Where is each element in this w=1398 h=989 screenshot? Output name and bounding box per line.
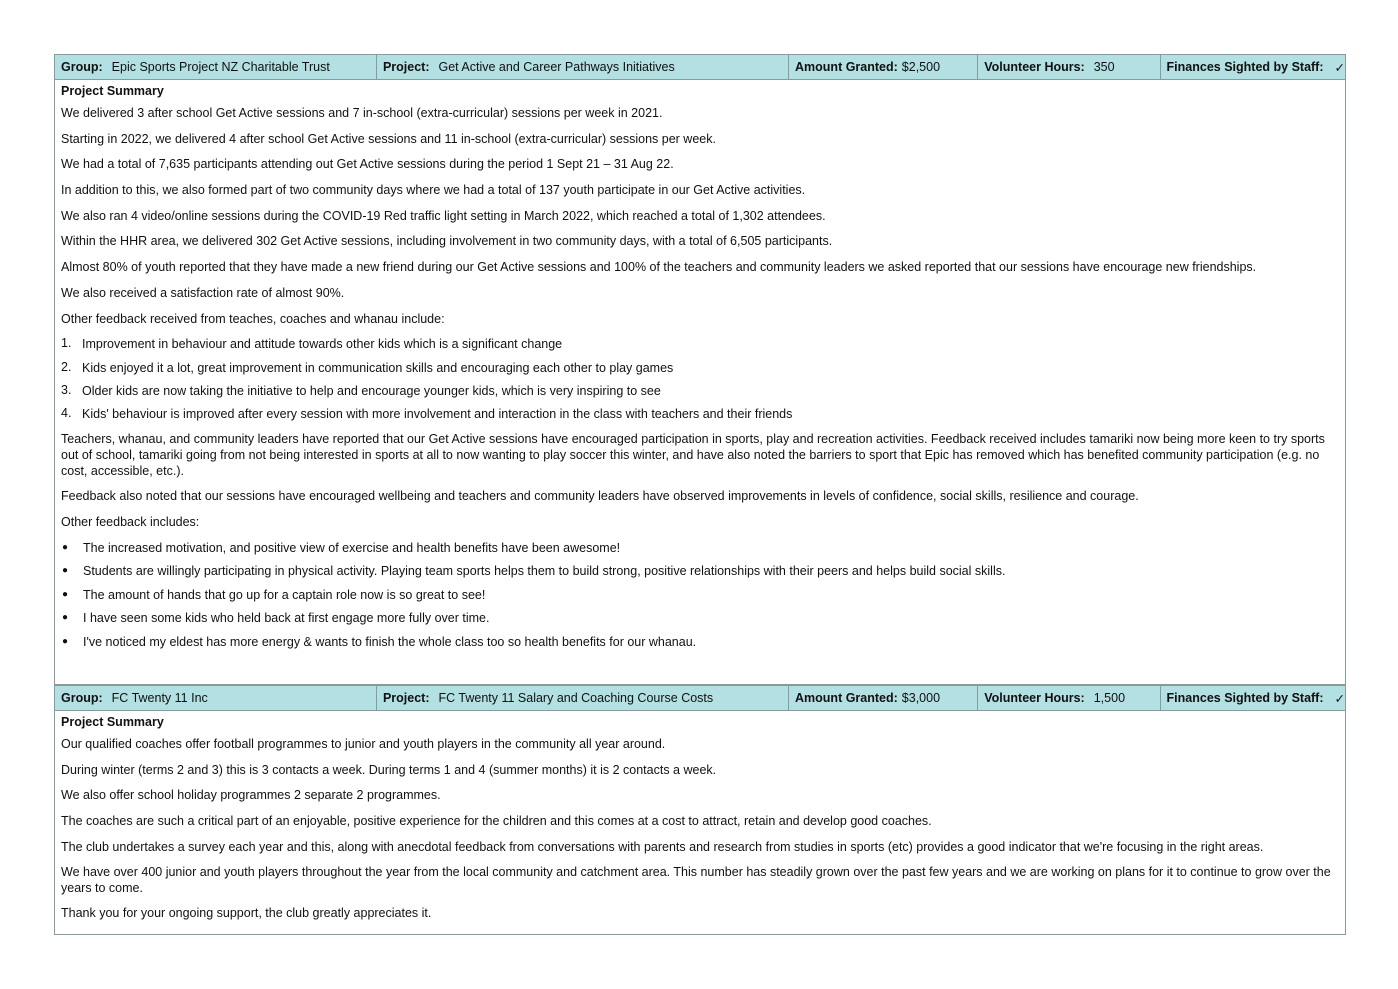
list-item-text: Kids enjoyed it a lot, great improvement in communication skills and encouraging each other to play games	[82, 360, 674, 375]
summary-paragraph: We had a total of 7,635 participants attending out Get Active sessions during the period 1 Sept 21 – 31 Aug 22.	[61, 157, 674, 172]
bullet-icon: ●	[62, 565, 69, 577]
summary-body	[55, 80, 1345, 657]
numbered-item	[61, 336, 1339, 359]
amount-value: $2,500	[901, 60, 941, 74]
project-value: Get Active and Career Pathways Initiatives	[438, 60, 675, 74]
bullet-icon: ●	[62, 588, 69, 600]
summary-paragraph: Within the HHR area, we delivered 302 Get Active sessions, including involvement in two community days, with a total of 6,505 participants.	[61, 234, 833, 249]
summary-paragraph: We also ran 4 video/online sessions during the COVID-19 Red traffic light setting in March 2022, which reached a total of 1,302 attendees.	[61, 208, 826, 223]
list-item-text: Kids' behaviour is improved after every session with more involvement and interaction in the class with teachers and their friends	[82, 407, 793, 422]
list-number: 3.	[61, 382, 72, 397]
summary-title: Project Summary	[61, 84, 164, 98]
volunteer-label: Volunteer Hours:	[984, 60, 1085, 74]
amount-cell	[789, 686, 978, 710]
summary-paragraph: Our qualified coaches offer football programmes to junior and youth players in the community all year around.	[61, 737, 666, 751]
bullet-icon: ●	[62, 635, 69, 647]
finances-cell	[1161, 686, 1345, 710]
record-header	[55, 685, 1345, 711]
list-number: 4.	[61, 406, 72, 421]
group-label: Group:	[61, 60, 103, 74]
group-value: FC Twenty 11 Inc	[111, 691, 208, 705]
bullet-icon: ●	[62, 541, 69, 553]
bullet-item	[61, 610, 1339, 634]
list-item-text: I've noticed my eldest has more energy & wants to finish the whole class too so health benefits for our whanau.	[83, 634, 697, 649]
amount-cell	[789, 55, 978, 79]
summary-body	[55, 711, 1345, 931]
volunteer-value: 1,500	[1093, 691, 1126, 705]
summary-paragraph: The club undertakes a survey each year and this, along with anecdotal feedback from conversations with parents and research from studies in sports (etc) provides a good indicator that we're focusing in the right areas.	[61, 839, 1264, 854]
project-record	[54, 685, 1346, 935]
project-cell	[377, 55, 789, 79]
finances-label: Finances Sighted by Staff:	[1166, 691, 1324, 705]
summary-paragraph: We also offer school holiday programmes 2 separate 2 programmes.	[61, 788, 441, 803]
list-item-text: I have seen some kids who held back at first engage more fully over time.	[83, 611, 490, 626]
list-item-text: Students are willingly participating in physical activity. Playing team sports helps them to build strong, positive relationships with their peers and helps build social skills.	[83, 564, 1006, 579]
summary-paragraph: During winter (terms 2 and 3) this is 3 contacts a week. During terms 1 and 4 (summer months) it is 2 contacts a week.	[61, 762, 717, 777]
volunteer-value: 350	[1093, 60, 1115, 74]
project-label: Project:	[382, 691, 430, 705]
summary-paragraph: In addition to this, we also formed part of two community days where we had a total of 137 youth participate in our Get Active activities.	[61, 183, 806, 198]
summary-title: Project Summary	[61, 715, 164, 729]
summary-paragraph: Other feedback includes:	[61, 515, 200, 530]
numbered-item	[61, 383, 1339, 406]
list-item-text: The increased motivation, and positive view of exercise and health benefits have been awesome!	[83, 540, 621, 555]
summary-paragraph: Almost 80% of youth reported that they have made a new friend during our Get Active sessions and 100% of the teachers and community leaders we asked reported that our sessions have encourage new friendships.	[61, 260, 1257, 275]
finances-cell	[1161, 55, 1345, 79]
project-cell	[377, 686, 789, 710]
summary-paragraph: We have over 400 junior and youth players throughout the year from the local community and catchment area. This number has steadily grown over the past few years and we are working on plans for it to continue to grow over the years to come.	[61, 865, 1331, 896]
amount-value: $3,000	[901, 691, 941, 705]
summary-paragraph: Thank you for your ongoing support, the club greatly appreciates it.	[61, 906, 432, 921]
summary-paragraph: Starting in 2022, we delivered 4 after school Get Active sessions and 11 in-school (extra-curricular) sessions per week.	[61, 131, 716, 146]
summary-paragraph: We also received a satisfaction rate of almost 90%.	[61, 285, 345, 300]
volunteer-label: Volunteer Hours:	[984, 691, 1085, 705]
group-value: Epic Sports Project NZ Charitable Trust	[111, 60, 330, 74]
summary-paragraph: Feedback also noted that our sessions have encouraged wellbeing and teachers and community leaders have observed improvements in levels of confidence, social skills, resilience and courage.	[61, 489, 1139, 504]
finances-label: Finances Sighted by Staff:	[1166, 60, 1324, 74]
list-item-text: The amount of hands that go up for a captain role now is so great to see!	[83, 587, 486, 602]
bullet-item	[61, 634, 1339, 658]
numbered-item	[61, 360, 1339, 383]
summary-paragraph: Teachers, whanau, and community leaders have reported that our Get Active sessions have encouraged participation in sports, play and recreation activities. Feedback received includes tamariki now being more keen to try sports out of school, tamariki going from not being interested in sports at all to now wanting to play soccer this winter, and have also noted the barriers to sport that Epic has removed which has benefited community participation (e.g. no cost, accessible, etc.).	[61, 432, 1325, 479]
list-item-text: Improvement in behaviour and attitude towards other kids which is a significant change	[82, 337, 563, 352]
group-label: Group:	[61, 691, 103, 705]
group-cell	[55, 55, 377, 79]
group-cell	[55, 686, 377, 710]
list-number: 1.	[61, 336, 72, 351]
volunteer-cell	[978, 686, 1160, 710]
bullet-item	[61, 587, 1339, 611]
check-icon: ✓	[1334, 691, 1345, 706]
bullet-item	[61, 563, 1339, 587]
summary-paragraph: We delivered 3 after school Get Active sessions and 7 in-school (extra-curricular) sessions per week in 2021.	[61, 106, 663, 120]
summary-paragraph: The coaches are such a critical part of an enjoyable, positive experience for the children and this comes at a cost to attract, retain and develop good coaches.	[61, 814, 932, 829]
volunteer-cell	[978, 55, 1160, 79]
bullet-item	[61, 540, 1339, 564]
record-header	[55, 55, 1345, 80]
summary-paragraph: Other feedback received from teaches, coaches and whanau include:	[61, 311, 445, 326]
bullet-icon: ●	[62, 612, 69, 624]
amount-label: Amount Granted:	[795, 60, 898, 74]
check-icon: ✓	[1334, 60, 1345, 75]
project-record	[54, 54, 1346, 685]
numbered-item	[61, 406, 1339, 431]
amount-label: Amount Granted:	[795, 691, 898, 705]
list-number: 2.	[61, 359, 72, 374]
project-label: Project:	[382, 60, 430, 74]
list-item-text: Older kids are now taking the initiative to help and encourage younger kids, which is very inspiring to see	[82, 383, 661, 398]
project-value: FC Twenty 11 Salary and Coaching Course Costs	[438, 691, 714, 705]
